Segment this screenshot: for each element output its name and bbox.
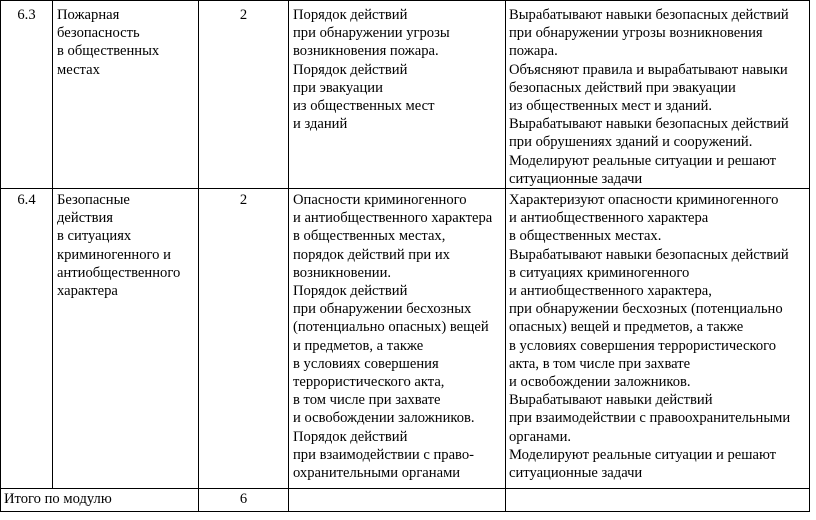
activities-cell bbox=[506, 189, 810, 489]
activity-line: при обрушениях зданий и сооружений. bbox=[509, 134, 753, 151]
topic-cell bbox=[53, 1, 199, 189]
content-line: (потенциально опасных) вещей bbox=[293, 319, 489, 336]
row-number: 6.3 bbox=[1, 1, 53, 189]
content-line: террористического акта, bbox=[293, 374, 445, 391]
content-line: при эвакуации bbox=[293, 79, 383, 96]
activity-line: Характеризуют опасности криминогенного bbox=[509, 192, 779, 209]
topic-line: действия bbox=[57, 210, 113, 227]
topic-line: местах bbox=[57, 61, 100, 78]
activity-line: из общественных мест и зданий. bbox=[509, 98, 713, 115]
content-line: охранительными органами bbox=[293, 465, 461, 482]
topic-line: в общественных bbox=[57, 43, 160, 60]
content-cell bbox=[289, 189, 506, 489]
activity-line: в ситуациях криминогенного bbox=[509, 264, 690, 281]
total-label: Итого по модулю bbox=[1, 489, 199, 512]
content-line: и предметов, а также bbox=[293, 337, 424, 354]
row-number: 6.4 bbox=[1, 189, 53, 489]
content-line: из общественных мест bbox=[293, 98, 435, 115]
activity-line: в условиях совершения террористического bbox=[509, 337, 777, 354]
content-line: Опасности криминогенного bbox=[293, 192, 467, 209]
activity-line: ситуационные задачи bbox=[509, 465, 643, 482]
table-row bbox=[1, 1, 810, 189]
activity-line: пожара. bbox=[509, 43, 558, 60]
content-line: и антиобщественного характера bbox=[293, 210, 493, 227]
activity-line: и освобождении заложников. bbox=[509, 374, 691, 391]
topic-cell bbox=[53, 189, 199, 489]
activity-line: при взаимодействии с правоохранительными bbox=[509, 410, 791, 427]
activity-line: и антиобщественного характера, bbox=[509, 283, 712, 300]
empty-cell bbox=[289, 489, 506, 512]
activity-line: безопасных действий при эвакуации bbox=[509, 79, 736, 96]
total-hours: 6 bbox=[199, 489, 289, 512]
hours-cell: 2 bbox=[199, 1, 289, 189]
content-line: в общественных местах, bbox=[293, 228, 446, 245]
content-line: при обнаружении бесхозных bbox=[293, 301, 472, 318]
activity-line: при обнаружении угрозы возникновения bbox=[509, 25, 763, 42]
activity-line: Моделируют реальные ситуации и решают bbox=[509, 446, 777, 463]
activity-line: Вырабатывают навыки безопасных действий bbox=[509, 246, 789, 263]
content-line: порядок действий при их bbox=[293, 246, 450, 263]
content-line: возникновения пожара. bbox=[293, 43, 439, 60]
topic-line: Безопасные bbox=[57, 192, 130, 209]
content-line: при обнаружении угрозы bbox=[293, 25, 450, 42]
content-line: при взаимодействии с право- bbox=[293, 446, 475, 463]
activity-line: органами. bbox=[509, 428, 572, 445]
topic-line: в ситуациях bbox=[57, 228, 132, 245]
content-cell bbox=[289, 1, 506, 189]
content-line: и освобождении заложников. bbox=[293, 410, 475, 427]
topic-line: Пожарная bbox=[57, 7, 120, 23]
content-line: Порядок действий bbox=[293, 61, 408, 78]
topic-line: безопасность bbox=[57, 25, 140, 42]
content-line: в условиях совершения bbox=[293, 355, 439, 372]
content-line: в том числе при захвате bbox=[293, 392, 441, 409]
activity-line: опасных) вещей и предметов, а также bbox=[509, 319, 744, 336]
activity-line: в общественных местах. bbox=[509, 228, 662, 245]
activity-line: Объясняют правила и вырабатывают навыки bbox=[509, 61, 788, 78]
content-line: Порядок действий bbox=[293, 7, 408, 23]
table-row bbox=[1, 189, 810, 489]
total-row bbox=[1, 489, 810, 512]
activities-cell bbox=[506, 1, 810, 189]
content-line: возникновении. bbox=[293, 264, 392, 281]
activity-line: при обнаружении бесхозных (потенциально bbox=[509, 301, 783, 318]
topic-line: антиобщественного bbox=[57, 264, 181, 281]
content-line: и зданий bbox=[293, 116, 348, 133]
activity-line: и антиобщественного характера bbox=[509, 210, 709, 227]
topic-line: характера bbox=[57, 283, 118, 300]
empty-cell bbox=[506, 489, 810, 512]
activity-line: ситуационные задачи bbox=[509, 170, 643, 187]
activity-line: Моделируют реальные ситуации и решают bbox=[509, 152, 777, 169]
content-line: Порядок действий bbox=[293, 428, 408, 445]
content-line: Порядок действий bbox=[293, 283, 408, 300]
activity-line: Вырабатывают навыки действий bbox=[509, 392, 713, 409]
activity-line: Вырабатывают навыки безопасных действий bbox=[509, 7, 789, 23]
activity-line: Вырабатывают навыки безопасных действий bbox=[509, 116, 789, 133]
activity-line: акта, в том числе при захвате bbox=[509, 355, 691, 372]
topic-line: криминогенного и bbox=[57, 246, 171, 263]
hours-cell: 2 bbox=[199, 189, 289, 489]
